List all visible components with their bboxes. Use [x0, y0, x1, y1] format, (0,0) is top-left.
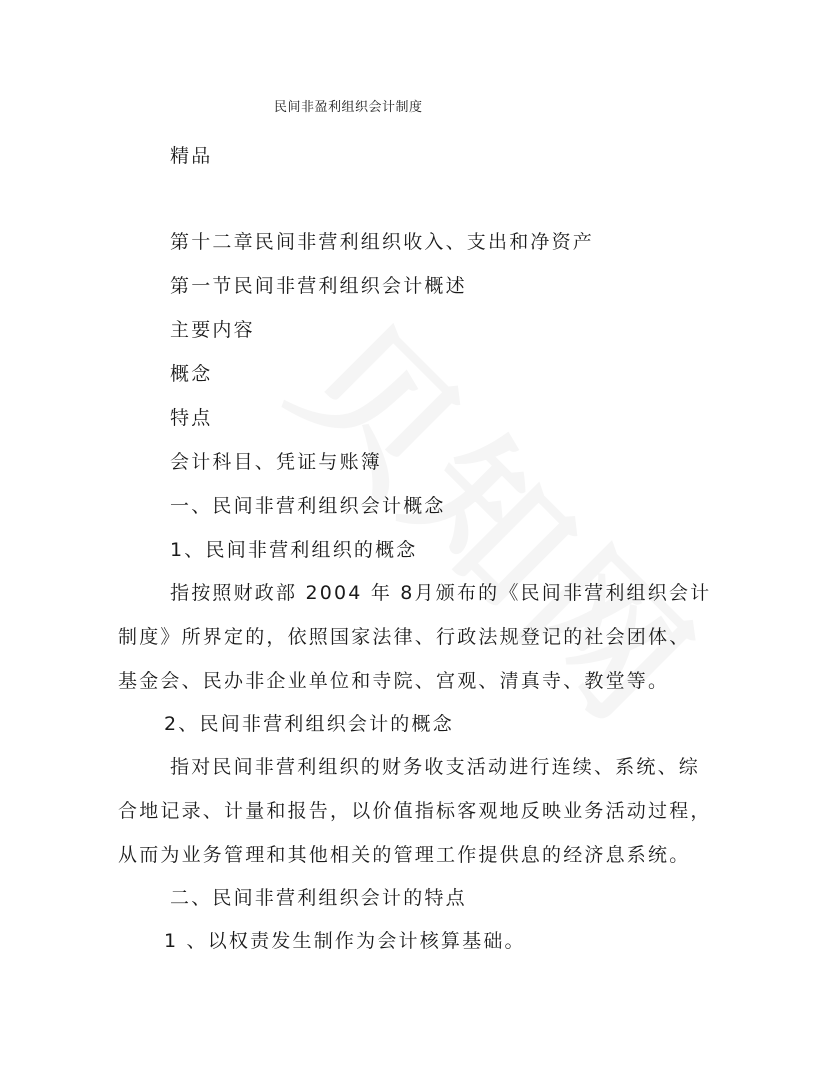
- paragraph-line: 制度》所界定的，依照国家法律、行政法规登记的社会团体、: [118, 626, 691, 648]
- chapter-title: 第十二章民间非营利组织收入、支出和净资产: [170, 231, 595, 253]
- paragraph-line: 从而为业务管理和其他相关的管理工作提供息的经济息系统。: [118, 844, 691, 866]
- outline-item: 会计科目、凭证与账簿: [170, 451, 383, 473]
- paragraph-line: 合地记录、计量和报告，以价值指标客观地反映业务活动过程，: [118, 800, 712, 822]
- doc-line-quality: 精品: [170, 145, 213, 167]
- subsection-heading: 二、民间非营利组织会计的特点: [170, 887, 467, 909]
- paragraph-line: 指对民间非营利组织的财务收支活动进行连续、系统、综: [170, 756, 701, 778]
- outline-item: 概念: [170, 363, 213, 385]
- outline-item: 特点: [170, 407, 213, 429]
- outline-heading: 主要内容: [170, 319, 255, 341]
- paragraph-line: 指按照财政部 2004 年 8月颁布的《民间非营利组织会计: [170, 582, 712, 604]
- numbered-heading: 1、民间非营利组织的概念: [170, 539, 418, 561]
- numbered-heading: 2、民间非营利组织会计的概念: [164, 713, 454, 735]
- paragraph-line: 基金会、民办非企业单位和寺院、宫观、清真寺、教堂等。: [118, 670, 670, 692]
- page-header: 民间非盈利组织会计制度: [274, 100, 423, 115]
- subsection-heading: 一、民间非营利组织会计概念: [170, 495, 446, 517]
- section-title: 第一节民间非营利组织会计概述: [170, 275, 467, 297]
- numbered-heading: 1 、以权责发生制作为会计核算基础。: [164, 930, 526, 952]
